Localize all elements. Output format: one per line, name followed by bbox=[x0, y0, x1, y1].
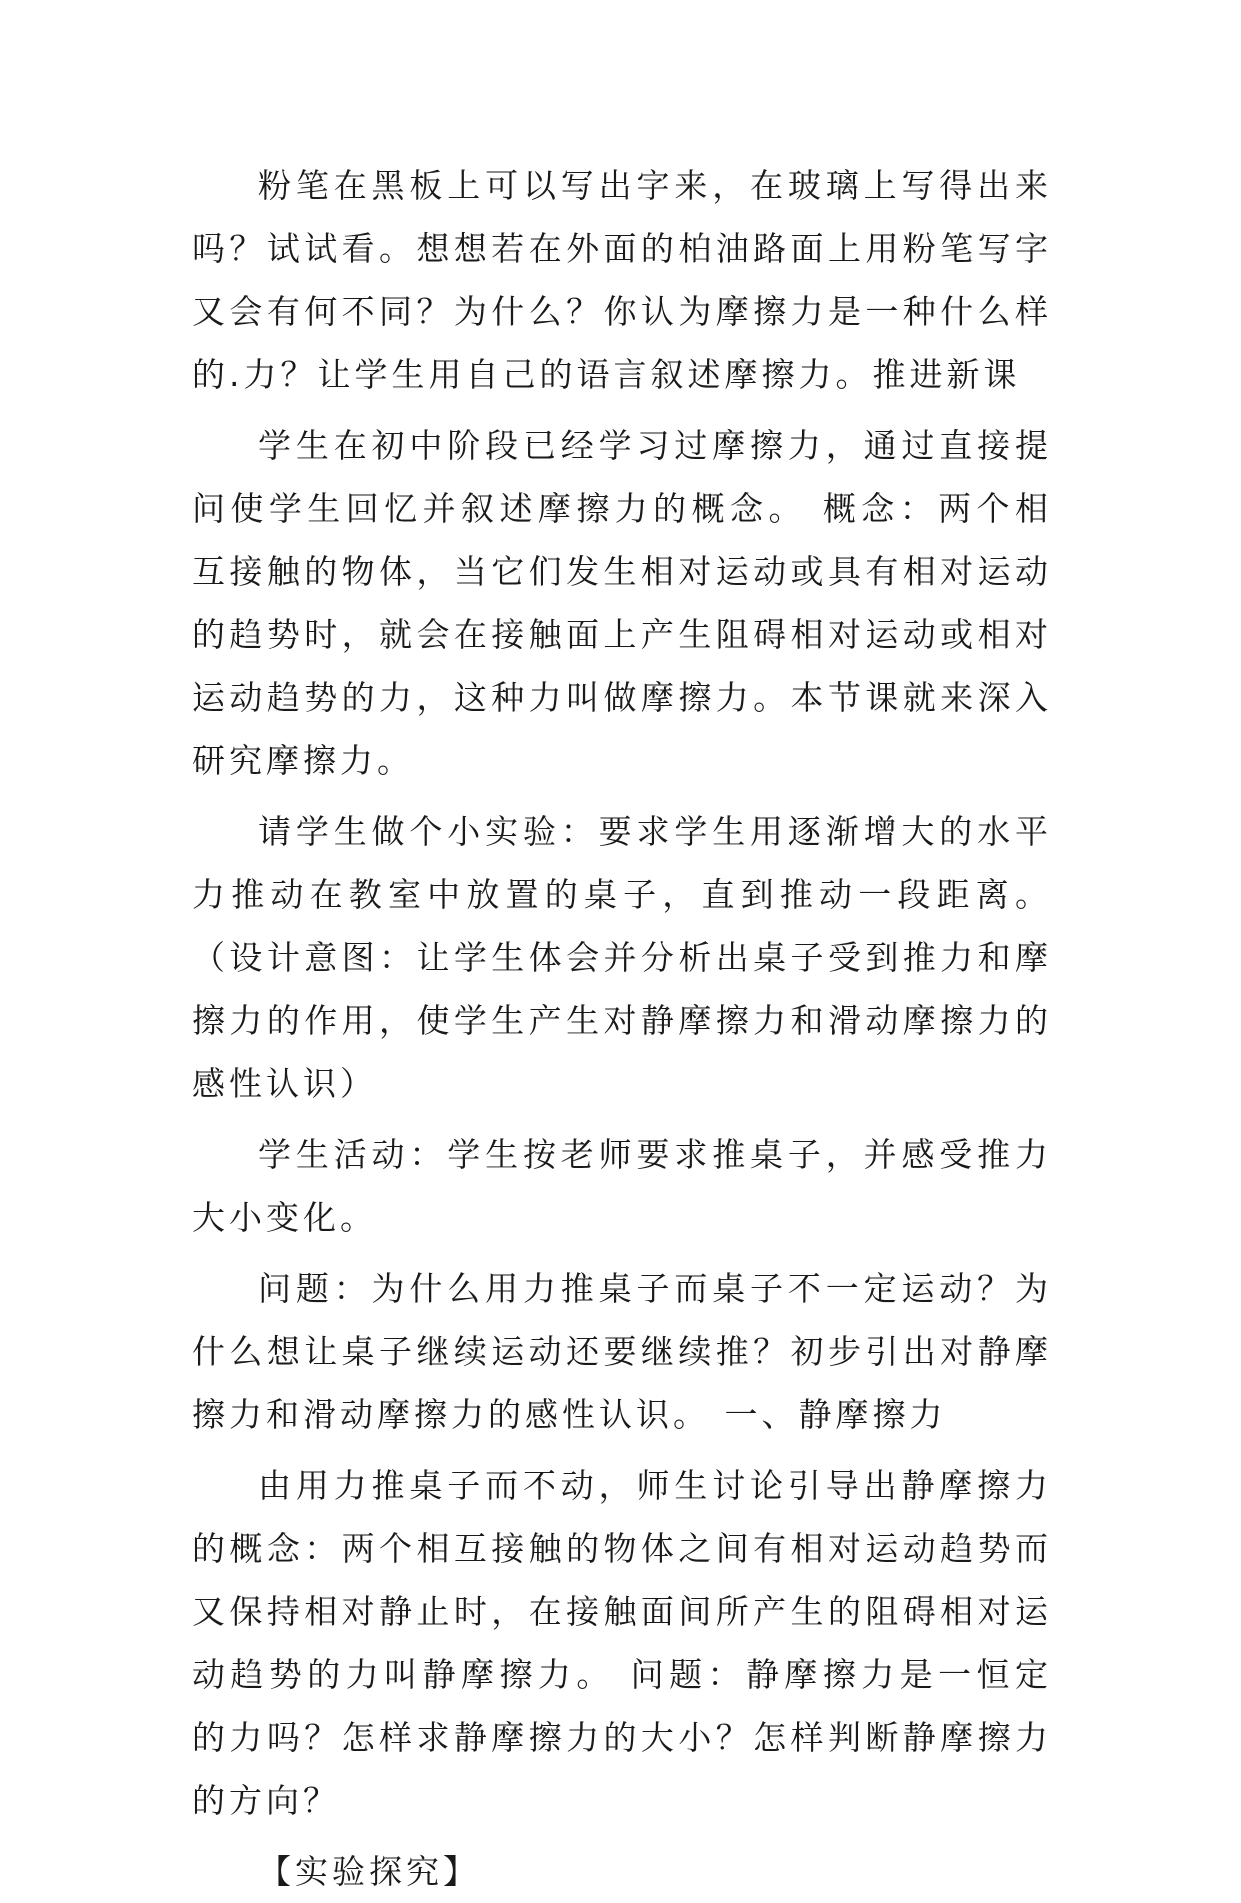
paragraph-friction-concept: 学生在初中阶段已经学习过摩擦力，通过直接提问使学生回忆并叙述摩擦力的概念。 概念：两个相互接触的物体，当它们发生相对运动或具有相对运动的趋势时，就会在接触面上产生阻碍相对运动或相对运动趋势的力，这种力叫做摩擦力。本节课就来深入研究摩擦力。 bbox=[192, 426, 1052, 780]
paragraph-static-friction: 由用力推桌子而不动，师生讨论引导出静摩擦力的概念：两个相互接触的物体之间有相对运动趋势而又保持相对静止时，在接触面间所产生的阻碍相对运动趋势的力叫静摩擦力。 问题：静摩擦力是一恒定的力吗？怎样求静摩擦力的大小？怎样判断静摩擦力的方向？ bbox=[192, 1466, 1052, 1820]
paragraph-chalk-intro: 粉笔在黑板上可以写出字来，在玻璃上写得出来吗？试试看。想想若在外面的柏油路面上用粉笔写字又会有何不同？为什么？你认为摩擦力是一种什么样的.力？让学生用自己的语言叙述摩擦力。推进新课 bbox=[192, 166, 1052, 394]
paragraph-question: 问题：为什么用力推桌子而桌子不一定运动？为什么想让桌子继续运动还要继续推？初步引出对静摩擦力和滑动摩擦力的感性认识。 一、静摩擦力 bbox=[192, 1269, 1052, 1434]
paragraph-desk-experiment: 请学生做个小实验：要求学生用逐渐增大的水平力推动在教室中放置的桌子，直到推动一段距离。（设计意图：让学生体会并分析出桌子受到推力和摩擦力的作用，使学生产生对静摩擦力和滑动摩擦力的感性认识） bbox=[192, 812, 1052, 1103]
section-heading: 【实验探究】 bbox=[258, 1852, 480, 1891]
document-body bbox=[192, 154, 1052, 1903]
paragraph-student-activity: 学生活动：学生按老师要求推桌子，并感受推力大小变化。 bbox=[192, 1135, 1052, 1237]
